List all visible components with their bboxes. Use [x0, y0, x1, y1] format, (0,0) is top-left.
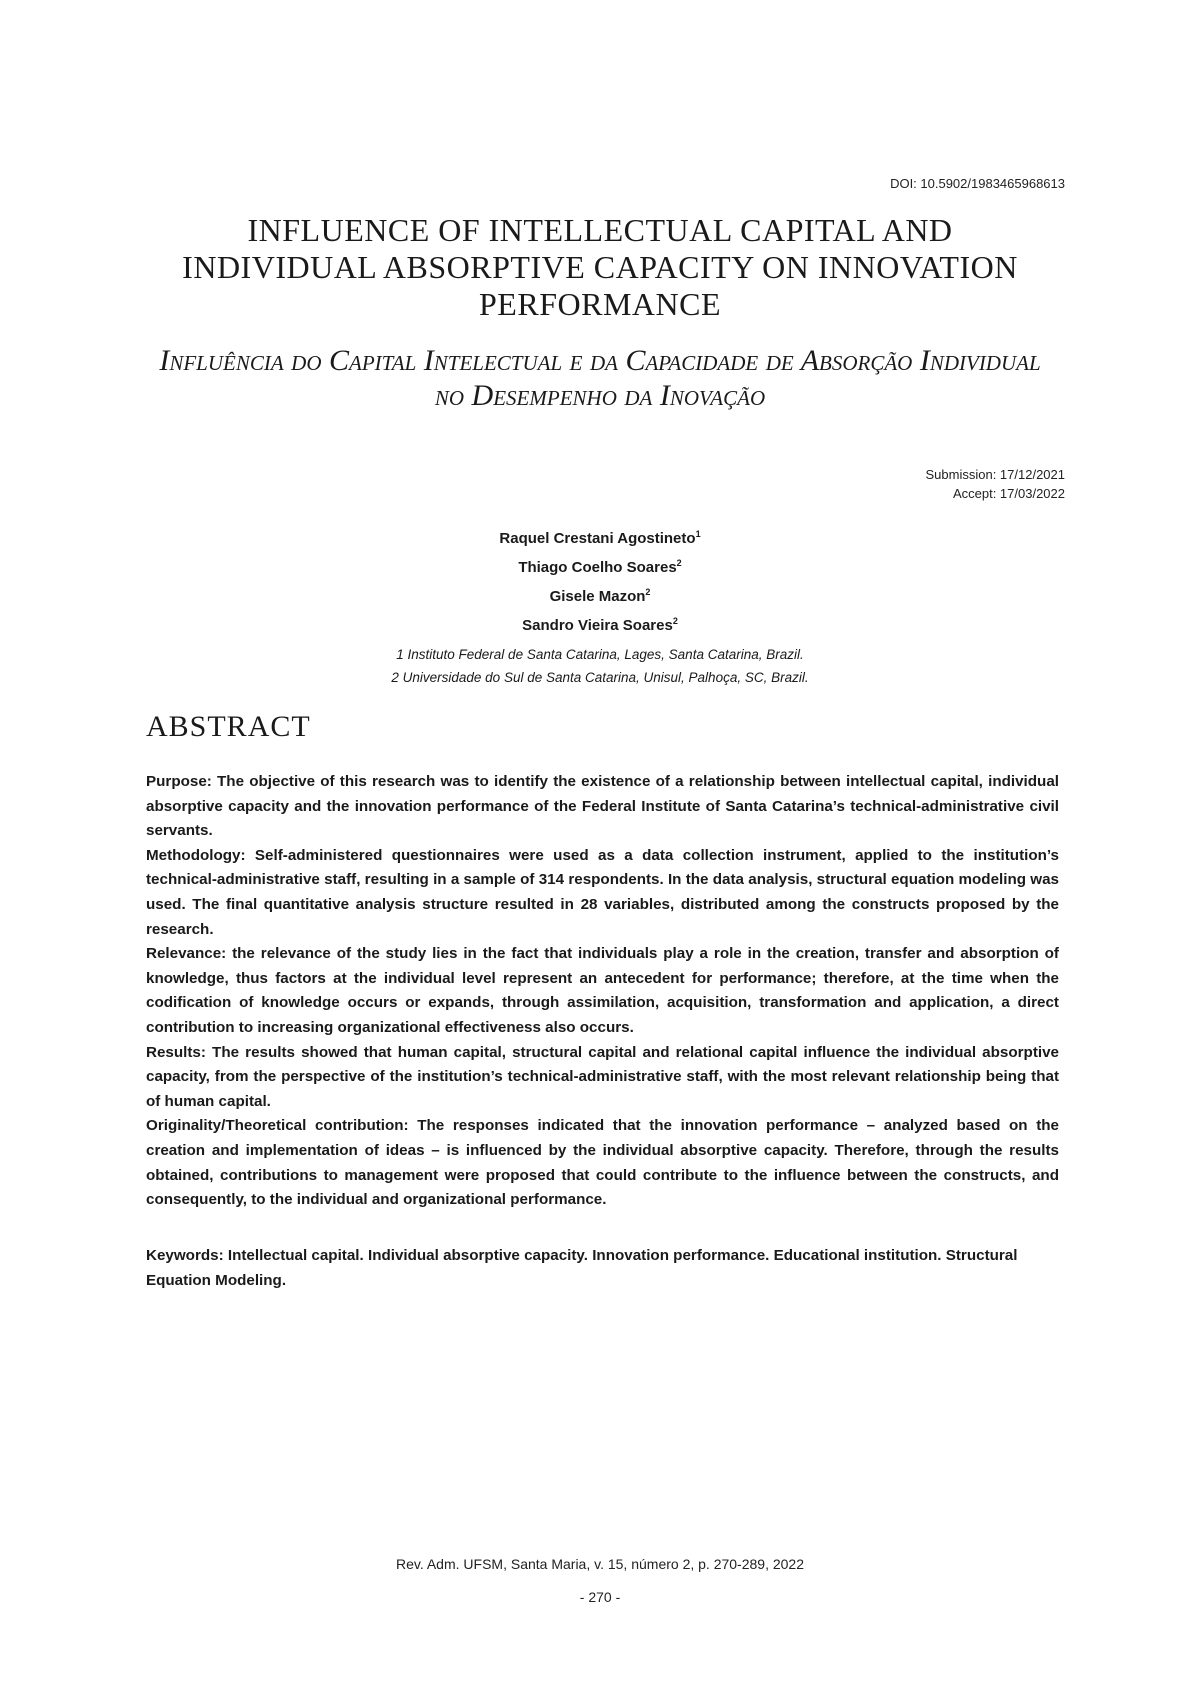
affiliation: 2 Universidade do Sul de Santa Catarina, Unisul, Palhoça, SC, Brazil.	[391, 670, 809, 685]
author	[150, 609, 1050, 638]
article-title: INFLUENCE OF INTELLECTUAL CAPITAL AND INDIVIDUAL ABSORPTIVE CAPACITY ON INNOVATION PERFORMANCE	[182, 212, 1018, 322]
submission-dates	[926, 465, 1065, 503]
author-name: Gisele Mazon	[549, 588, 646, 605]
author	[150, 522, 1050, 551]
author-name: Raquel Crestani Agostineto	[499, 530, 696, 547]
author	[150, 580, 1050, 609]
abstract-relevance: Relevance: the relevance of the study lies in the fact that individuals play a role in the creation, transfer and absorption of knowledge, thus factors at the individual level represent an antecedent for performance; therefore, at the time when the codification of knowledge occurs or expands, through assimilation, acquisition, transformation and application, a direct contribution to increasing organizational effectiveness also occurs.	[146, 945, 1059, 1036]
affiliation: 1 Instituto Federal de Santa Catarina, Lages, Santa Catarina, Brazil.	[396, 647, 804, 662]
accept-date: Accept: 17/03/2022	[952, 486, 1065, 501]
author-affil-mark: 2	[672, 616, 678, 626]
abstract-originality: Originality/Theoretical contribution: The responses indicated that the innovation performance – analyzed based on the creation and implementation of ideas – is influenced by the individual absorptive capacity. Therefore, through the results obtained, contributions to management were proposed that could contribute to the influence between the constructs, and consequently, to the individual and organizational performance.	[146, 1117, 1059, 1209]
author-affil-mark: 1	[695, 529, 701, 539]
footer-journal-citation: Rev. Adm. UFSM, Santa Maria, v. 15, número 2, p. 270-289, 2022	[395, 1556, 805, 1572]
author	[150, 551, 1050, 580]
abstract-methodology: Methodology: Self-administered questionnaires were used as a data collection instrument, applied to the institution’s technical-administrative staff, resulting in a sample of 314 respondents. In the data analysis, structural equation modeling was used. The final quantitative analysis structure resulted in 28 variables, distributed among the constructs proposed by the research.	[146, 846, 1059, 938]
author-name: Thiago Coelho Soares	[518, 559, 677, 576]
abstract-body	[146, 770, 1059, 1213]
author-affil-mark: 2	[676, 558, 682, 568]
author-name: Sandro Vieira Soares	[522, 617, 673, 634]
page-number: - 270 -	[579, 1589, 621, 1605]
article-subtitle: Influência do Capital Intelectual e da Capacidade de Absorção Individual no Desempenho da Inovação	[159, 344, 1041, 412]
keywords: Keywords: Intellectual capital. Individual absorptive capacity. Innovation performance. Educational institution. Structural Equation Modeling.	[146, 1247, 1018, 1289]
doi-label: DOI: 10.5902/1983465968613	[890, 176, 1065, 191]
abstract-heading: ABSTRACT	[146, 710, 311, 743]
abstract-purpose: Purpose: The objective of this research was to identify the existence of a relationship between intellectual capital, individual absorptive capacity and the innovation performance of the Federal Institute of Santa Catarina’s technical-administrative civil servants.	[146, 773, 1059, 840]
abstract-results: Results: The results showed that human capital, structural capital and relational capital influence the individual absorptive capacity, from the perspective of the institution’s technical-administrative staff, with the most relevant relationship being that of human capital.	[146, 1043, 1059, 1110]
submission-date: Submission: 17/12/2021	[925, 467, 1065, 482]
author-affil-mark: 2	[645, 587, 651, 597]
author-list	[150, 522, 1050, 638]
affiliation-list	[150, 643, 1050, 689]
